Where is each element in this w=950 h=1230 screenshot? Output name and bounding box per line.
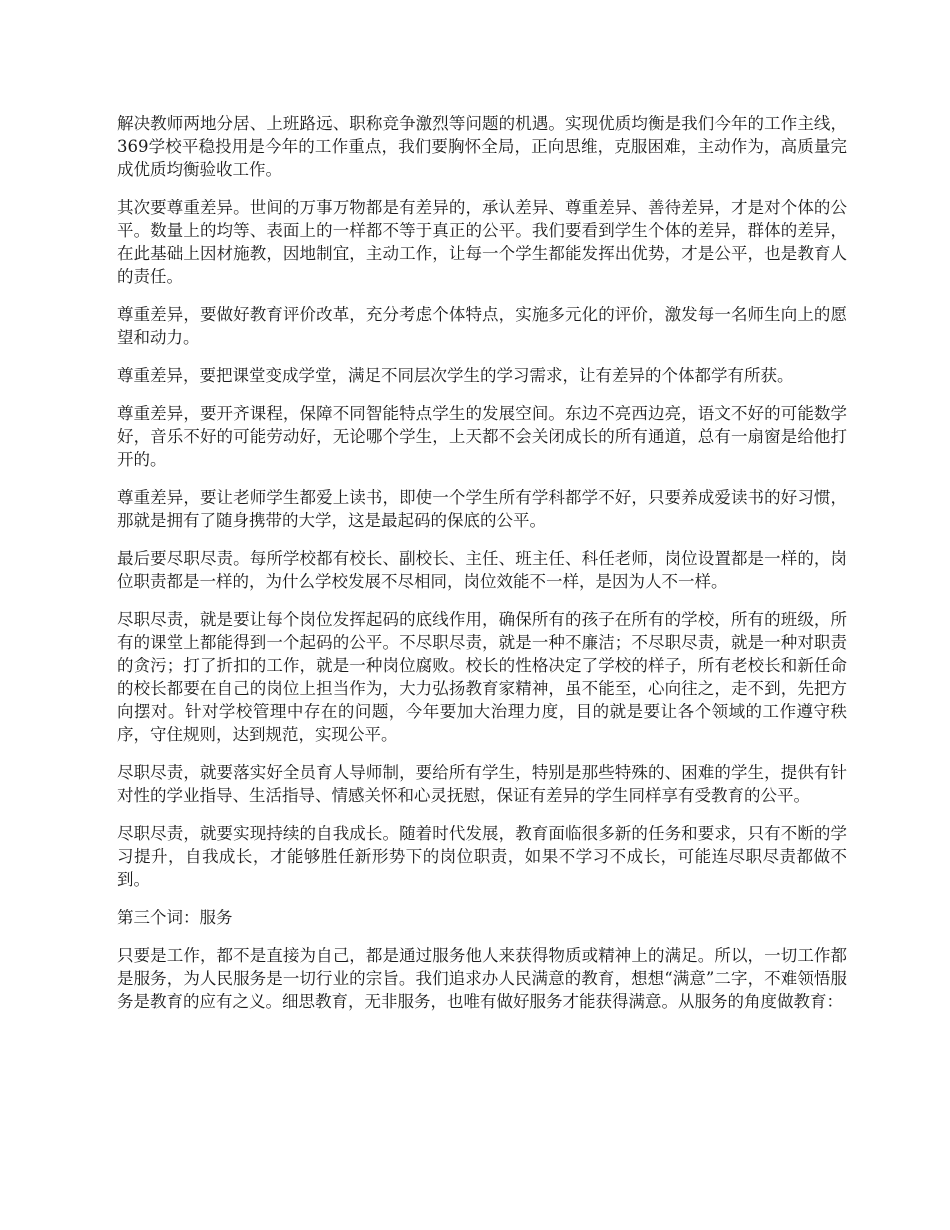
section-heading: 第三个词：服务	[117, 908, 233, 927]
paragraph-7: 最后要尽职尽责。每所学校都有校长、副校长、主任、班主任、科任老师，岗位设置都是一样的，岗位职责都是一样的，为什么学校发展不尽相同，岗位效能不一样，是因为人不一样。	[117, 549, 847, 591]
paragraph-4: 尊重差异，要把课堂变成学堂，满足不同层次学生的学习需求，让有差异的个体都学有所获。	[117, 366, 794, 385]
paragraph-8: 尽职尽责，就是要让每个岗位发挥起码的底线作用，确保所有的孩子在所有的学校，所有的班级，所有的课堂上都能得到一个起码的公平。不尽职尽责，就是一种不廉洁；不尽职尽责，就是一种对职责的贪污；打了折扣的工作，就是一种岗位腐败。校长的性格决定了学校的样子，所有老校长和新任命的校长都要在自己的岗位上担当作为，大力弘扬教育家精神，虽不能至，心向往之，走不到，先把方向摆对。针对学校管理中存在的问题，今年要加大治理力度，目的就是要让各个领域的工作遵守秩序，守住规则，达到规范，实现公平。	[117, 610, 847, 744]
paragraph-10: 尽职尽责，就要实现持续的自我成长。随着时代发展，教育面临很多新的任务和要求，只有不断的学习提升，自我成长，才能够胜任新形势下的岗位职责，如果不学习不成长，可能连尽职尽责都做不到。	[117, 824, 847, 889]
paragraph-9: 尽职尽责，就要落实好全员育人导师制，要给所有学生，特别是那些特殊的、困难的学生，提供有针对性的学业指导、生活指导、情感关怀和心灵抚慰，保证有差异的学生同样享有受教育的公平。	[117, 763, 847, 805]
paragraph-2: 其次要尊重差异。世间的万事万物都是有差异的，承认差异、尊重差异、善待差异，才是对个体的公平。数量上的均等、表面上的一样都不等于真正的公平。我们要看到学生个体的差异，群体的差异，在此基础上因材施教，因地制宜，主动工作，让每一个学生都能发挥出优势，才是公平，也是教育人的责任。	[117, 198, 847, 286]
paragraph-1: 解决教师两地分居、上班路远、职称竞争激烈等问题的机遇。实现优质均衡是我们今年的工作主线，369学校平稳投用是今年的工作重点，我们要胸怀全局，正向思维，克服困难，主动作为，高质量完成优质均衡验收工作。	[117, 114, 847, 179]
document-page	[117, 112, 847, 1028]
paragraph-5: 尊重差异，要开齐课程，保障不同智能特点学生的发展空间。东边不亮西边亮，语文不好的可能数学好，音乐不好的可能劳动好，无论哪个学生，上天都不会关闭成长的所有通道，总有一扇窗是给他打开的。	[117, 404, 847, 469]
paragraph-11: 只要是工作，都不是直接为自己，都是通过服务他人来获得物质或精神上的满足。所以，一切工作都是服务，为人民服务是一切行业的宗旨。我们追求办人民满意的教育，想想“满意”二字，不难领悟服务是教育的应有之义。细思教育，无非服务，也唯有做好服务才能获得满意。从服务的角度做教育：	[117, 946, 847, 1011]
paragraph-6: 尊重差异，要让老师学生都爱上读书，即使一个学生所有学科都学不好，只要养成爱读书的好习惯，那就是拥有了随身携带的大学，这是最起码的保底的公平。	[117, 488, 847, 530]
paragraph-3: 尊重差异，要做好教育评价改革，充分考虑个体特点，实施多元化的评价，激发每一名师生向上的愿望和动力。	[117, 305, 847, 347]
